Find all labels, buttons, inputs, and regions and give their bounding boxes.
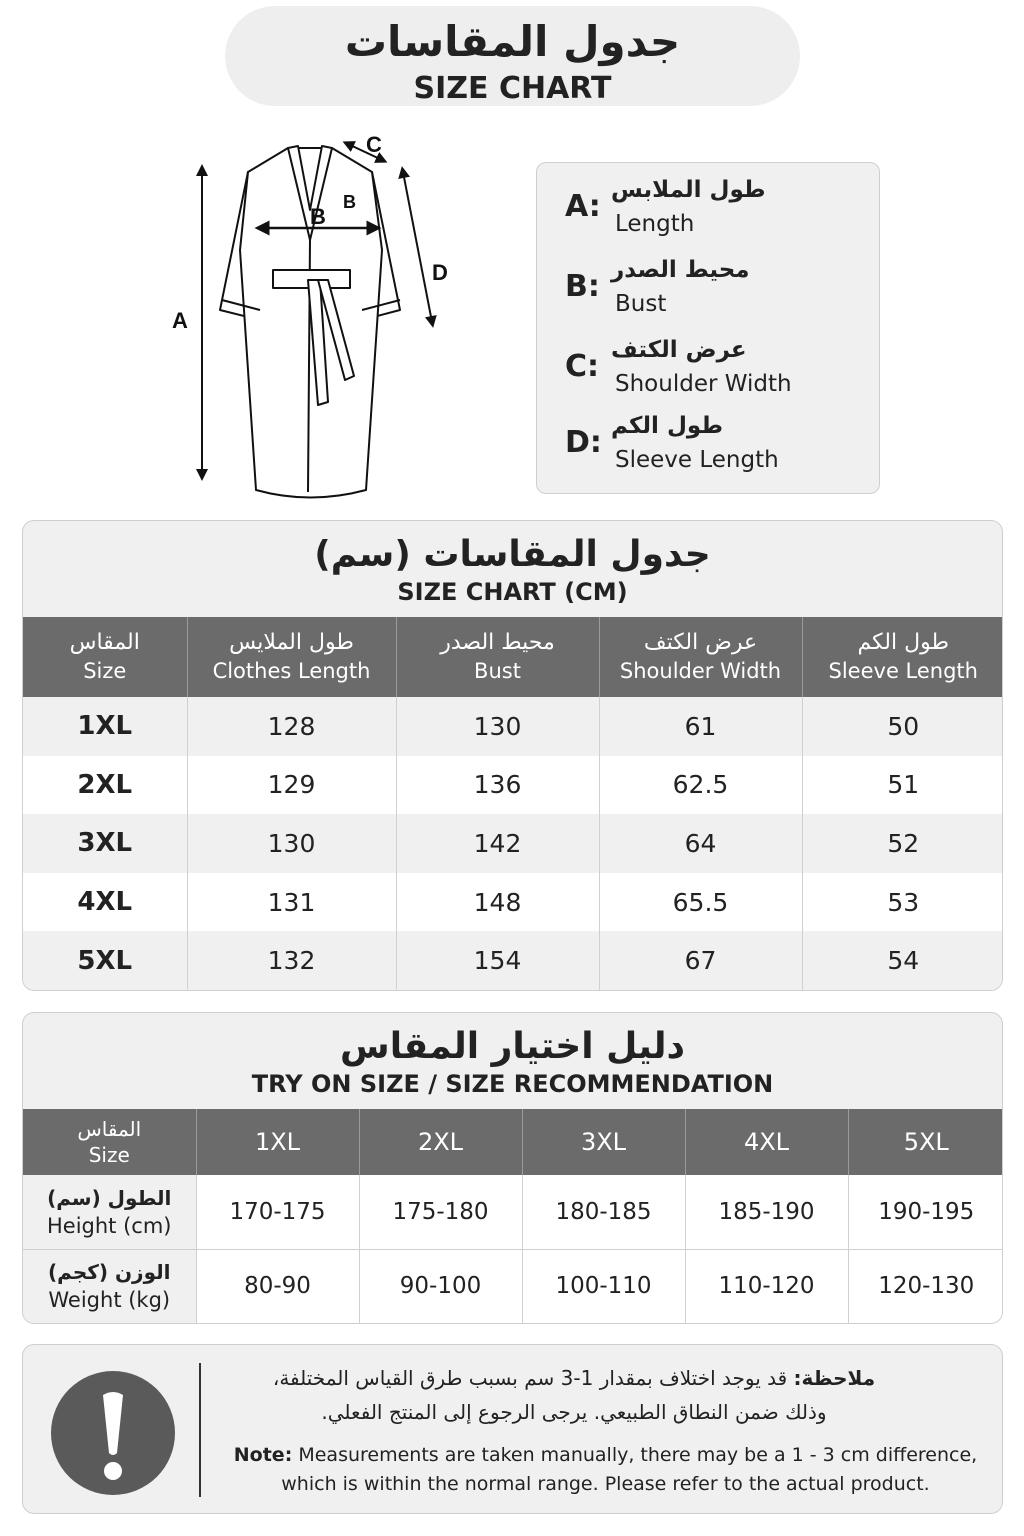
legend-label-en: Sleeve Length (615, 447, 779, 473)
table-header-row (23, 1109, 1003, 1175)
table-cell: 50 (802, 697, 1003, 756)
column-header: 1XL (196, 1109, 359, 1175)
table-row (23, 1175, 1003, 1249)
recommendation-title-ar: دليل اختيار المقاس (340, 1026, 685, 1067)
size-recommendation-table (23, 1109, 1003, 1324)
label-c: C (366, 132, 382, 157)
table-cell: 64 (599, 814, 802, 873)
table-cell: 53 (802, 873, 1003, 932)
size-chart-table (23, 617, 1003, 990)
column-header: 2XL (359, 1109, 522, 1175)
table-header-row (23, 617, 1003, 697)
table-cell: 128 (187, 697, 396, 756)
table-cell: 61 (599, 697, 802, 756)
note-body-en: Measurements are taken manually, there may be a 1 - 3 cm difference, which is within the normal range. Please refer to the actual product. (281, 1444, 978, 1495)
legend-letter: A: (565, 189, 601, 224)
table-cell: 154 (396, 931, 599, 990)
column-header: المقاس Size (23, 617, 187, 697)
table-cell: 65.5 (599, 873, 802, 932)
label-a: A (172, 308, 188, 333)
label-d: D (432, 260, 448, 285)
table-cell: 52 (802, 814, 1003, 873)
size-chart-title (23, 521, 1002, 617)
label-b-1: B (310, 204, 326, 229)
table-row (23, 873, 1003, 932)
note-line-1: قد يوجد اختلاف بمقدار 1-3 سم بسبب طرق القياس المختلفة، (272, 1366, 788, 1390)
table-row (23, 931, 1003, 990)
table-cell: 185-190 (685, 1175, 848, 1249)
exclamation-icon (51, 1371, 175, 1495)
note-label-en: Note: (233, 1444, 293, 1466)
size-cell: 2XL (23, 756, 187, 815)
table-cell: 100-110 (522, 1249, 685, 1323)
table-cell: 62.5 (599, 756, 802, 815)
table-cell: 51 (802, 756, 1003, 815)
page-title-ar: جدول المقاسات (344, 17, 681, 66)
legend-label-ar: طول الملابس (611, 177, 766, 203)
table-cell: 130 (187, 814, 396, 873)
legend-letter: D: (565, 425, 602, 460)
table-cell: 148 (396, 873, 599, 932)
legend-label-ar: طول الكم (611, 413, 723, 439)
recommendation-title-en: TRY ON SIZE / SIZE RECOMMENDATION (251, 1070, 774, 1098)
table-cell: 130 (396, 697, 599, 756)
label-b-2: B (343, 192, 356, 212)
legend-label-en: Bust (615, 291, 667, 317)
table-row (23, 756, 1003, 815)
note-divider (199, 1363, 201, 1497)
robe-diagram (160, 130, 460, 510)
size-cell: 1XL (23, 697, 187, 756)
column-header: 3XL (522, 1109, 685, 1175)
note-panel (22, 1344, 1003, 1514)
column-header: عرض الكتف Shoulder Width (599, 617, 802, 697)
recommendation-title (23, 1013, 1002, 1109)
table-row (23, 697, 1003, 756)
table-cell: 142 (396, 814, 599, 873)
page-title-banner (225, 6, 800, 106)
table-cell: 90-100 (359, 1249, 522, 1323)
size-chart-panel (22, 520, 1003, 991)
measurement-legend (536, 162, 880, 494)
table-cell: 80-90 (196, 1249, 359, 1323)
table-cell: 175-180 (359, 1175, 522, 1249)
size-cell: 4XL (23, 873, 187, 932)
legend-label-en: Shoulder Width (615, 371, 792, 397)
note-line-2: وذلك ضمن النطاق الطبيعي. يرجى الرجوع إلى المنتج الفعلي. (321, 1400, 827, 1424)
column-header: طول الكم Sleeve Length (802, 617, 1003, 697)
legend-label-ar: عرض الكتف (611, 337, 747, 363)
table-row (23, 814, 1003, 873)
size-cell: 5XL (23, 931, 187, 990)
table-cell: 129 (187, 756, 396, 815)
column-header: المقاس Size (23, 1109, 196, 1175)
table-cell: 136 (396, 756, 599, 815)
table-cell: 120-130 (848, 1249, 1003, 1323)
note-label-ar: ملاحظة: (793, 1366, 876, 1390)
table-cell: 67 (599, 931, 802, 990)
table-row (23, 1249, 1003, 1323)
table-cell: 170-175 (196, 1175, 359, 1249)
column-header: 4XL (685, 1109, 848, 1175)
column-header: طول الملايس Clothes Length (187, 617, 396, 697)
legend-label-ar: محيط الصدر (611, 257, 750, 283)
table-cell: 180-185 (522, 1175, 685, 1249)
legend-label-en: Length (615, 211, 695, 237)
size-cell: 3XL (23, 814, 187, 873)
column-header: محيط الصدر Bust (396, 617, 599, 697)
size-chart-title-ar: جدول المقاسات (سم) (314, 534, 711, 575)
table-cell: 132 (187, 931, 396, 990)
table-cell: 131 (187, 873, 396, 932)
legend-letter: C: (565, 349, 600, 384)
column-header: 5XL (848, 1109, 1003, 1175)
table-cell: 54 (802, 931, 1003, 990)
note-text-en (223, 1441, 988, 1499)
size-recommendation-panel (22, 1012, 1003, 1324)
legend-letter: B: (565, 269, 600, 304)
note-text-ar (214, 1361, 934, 1429)
page-title-en: SIZE CHART (413, 71, 612, 106)
row-label: الطول (سم) Height (cm) (23, 1175, 196, 1249)
table-cell: 110-120 (685, 1249, 848, 1323)
table-cell: 190-195 (848, 1175, 1003, 1249)
row-label: الوزن (كجم) Weight (kg) (23, 1249, 196, 1323)
size-chart-title-en: SIZE CHART (CM) (397, 578, 628, 606)
